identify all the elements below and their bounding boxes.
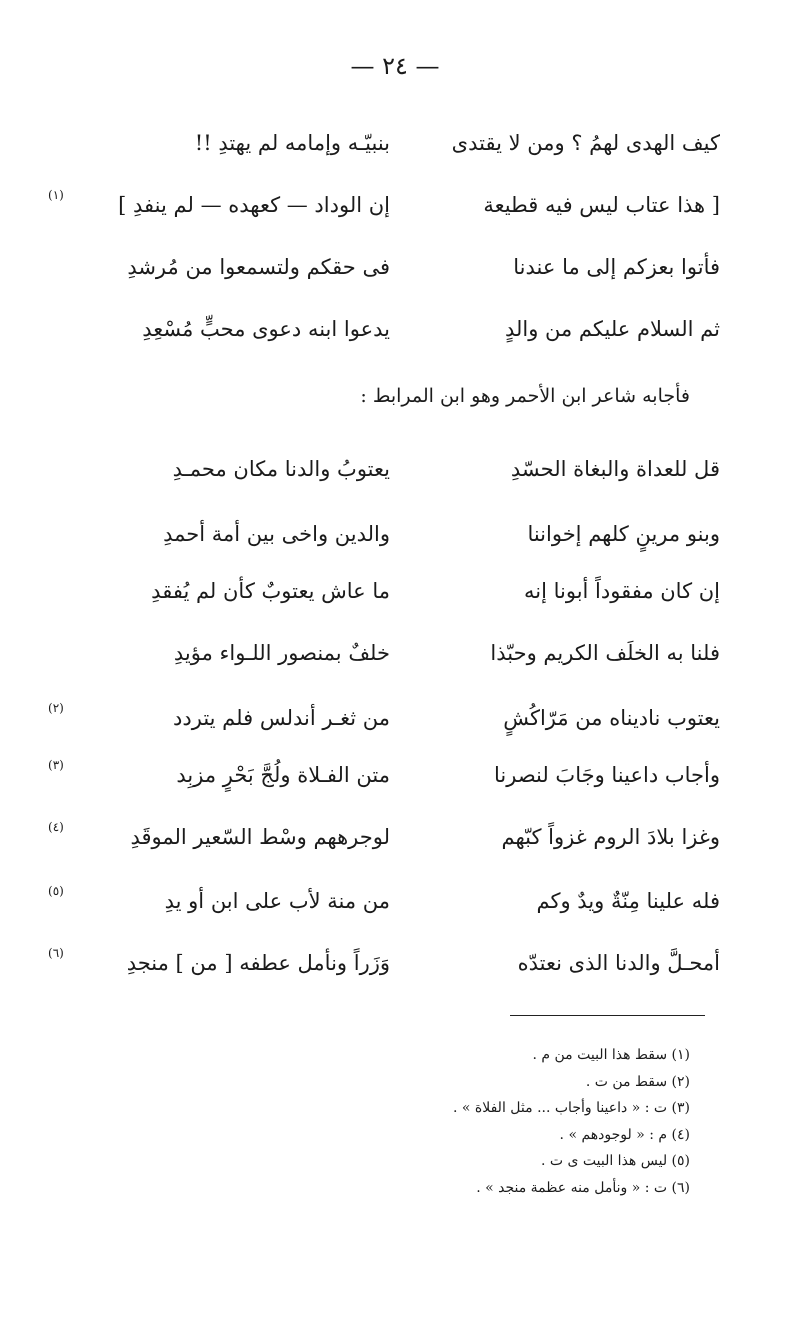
hemistich-right: فلنا به الخلَف الكريم وحبّذا [490,641,720,665]
verse-bottom-9 [48,938,720,988]
footnote-marker[interactable]: (٥) [48,884,64,898]
hemistich-right: كيف الهدى لهمُ ؟ ومن لا يقتدى [451,131,720,155]
footnote-5: (٥) ليس هذا البيت ى ت . [540,1153,690,1169]
hemistich-left: والدين واخى بين أمة أحمدِ [163,522,390,546]
footnote-1: (١) سقط هذا البيت من م . [532,1047,690,1063]
verse-top-2 [48,180,720,230]
hemistich-right: فأتوا بعزكم إلى ما عندنا [513,255,720,279]
hemistich-left: فى حقكم ولتسمعوا من مُرشدِ [127,255,390,279]
verse-bottom-4 [60,628,720,678]
footnote-4: (٤) م : « لوجودهم » . [559,1126,690,1143]
hemistich-right: [ هذا عتاب ليس فيه قطيعة [483,193,720,217]
hemistich-right: ثم السلام عليكم من والدٍ [504,317,720,341]
verse-top-4 [60,304,720,354]
hemistich-left: متن الفـلاة ولُجَّ بَحْرٍ مزبِد [176,763,390,787]
hemistich-left: وَزَراً ونأمل عطفه [ من ] منجدِ [126,951,390,975]
hemistich-left: يعتوبُ والدنا مكان محمـدِ [172,457,390,481]
hemistich-right: وغزا بلادَ الروم غزواً كبّهم [501,825,720,849]
page-number: — ٢٤ — [350,52,440,80]
verse-bottom-8 [48,876,720,926]
hemistich-right: قل للعداة والبغاة الحسّدِ [510,457,720,481]
footnote-marker[interactable]: (٦) [48,946,64,960]
hemistich-right: أمحـلَّ والدنا الذى نعتدّه [517,951,720,975]
verse-bottom-3 [60,566,720,616]
verse-bottom-1 [60,444,720,494]
footnote-2: (٢) سقط من ت . [585,1073,690,1090]
hemistich-right: وأجاب داعينا وجَابَ لنصرنا [493,763,720,787]
footnote-marker[interactable]: (١) [48,188,64,202]
hemistich-left: ما عاش يعتوبٌ كأن لم يُفقدِ [151,579,390,603]
verse-bottom-7 [48,812,720,862]
hemistich-left: بنبيّـه وإمامه لم يهتدِ !! [194,131,390,155]
footnote-separator [510,1015,705,1016]
verse-bottom-6 [48,750,720,800]
verse-bottom-5 [48,693,720,743]
hemistich-right: وبنو مرينٍ كلهم إخواننا [527,522,720,546]
hemistich-right: إن كان مفقوداً أبونا إنه [523,579,720,603]
footnote-marker[interactable]: (٤) [48,820,64,834]
footnote-6: (٦) ت : « ونأمل منه عظمة منجد » . [476,1179,690,1196]
hemistich-left: خلفٌ بمنصور اللـواء مؤيدِ [173,641,390,665]
hemistich-left: إن الوداد — كعهده — لم ينفدِ ] [118,193,390,217]
footnotes [300,1042,690,1201]
hemistich-left: من ثغـر أندلس فلم يتردد [173,706,390,730]
hemistich-left: لوجرههم وسْط السّعير الموقَدِ [130,825,390,849]
intro-line: فأجابه شاعر ابن الأحمر وهو ابن المرابط : [360,385,690,407]
footnote-marker[interactable]: (٣) [48,758,64,772]
verse-top-3 [60,242,720,292]
hemistich-right: يعتوب ناديناه من مَرّاكُشٍ [503,706,720,730]
hemistich-left: يدعوا ابنه دعوى محبٍّ مُسْعِدِ [142,317,390,341]
footnote-marker[interactable]: (٢) [48,701,64,715]
verse-bottom-2 [60,509,720,559]
hemistich-right: فله علينا مِنّةٌ ويدٌ وكم [536,889,720,913]
verse-top-1 [60,118,720,168]
hemistich-left: من منة لأب على ابن أو يدِ [164,889,390,913]
footnote-3: (٣) ت : « داعينا وأجاب ... مثل الفلاة » . [453,1100,690,1116]
